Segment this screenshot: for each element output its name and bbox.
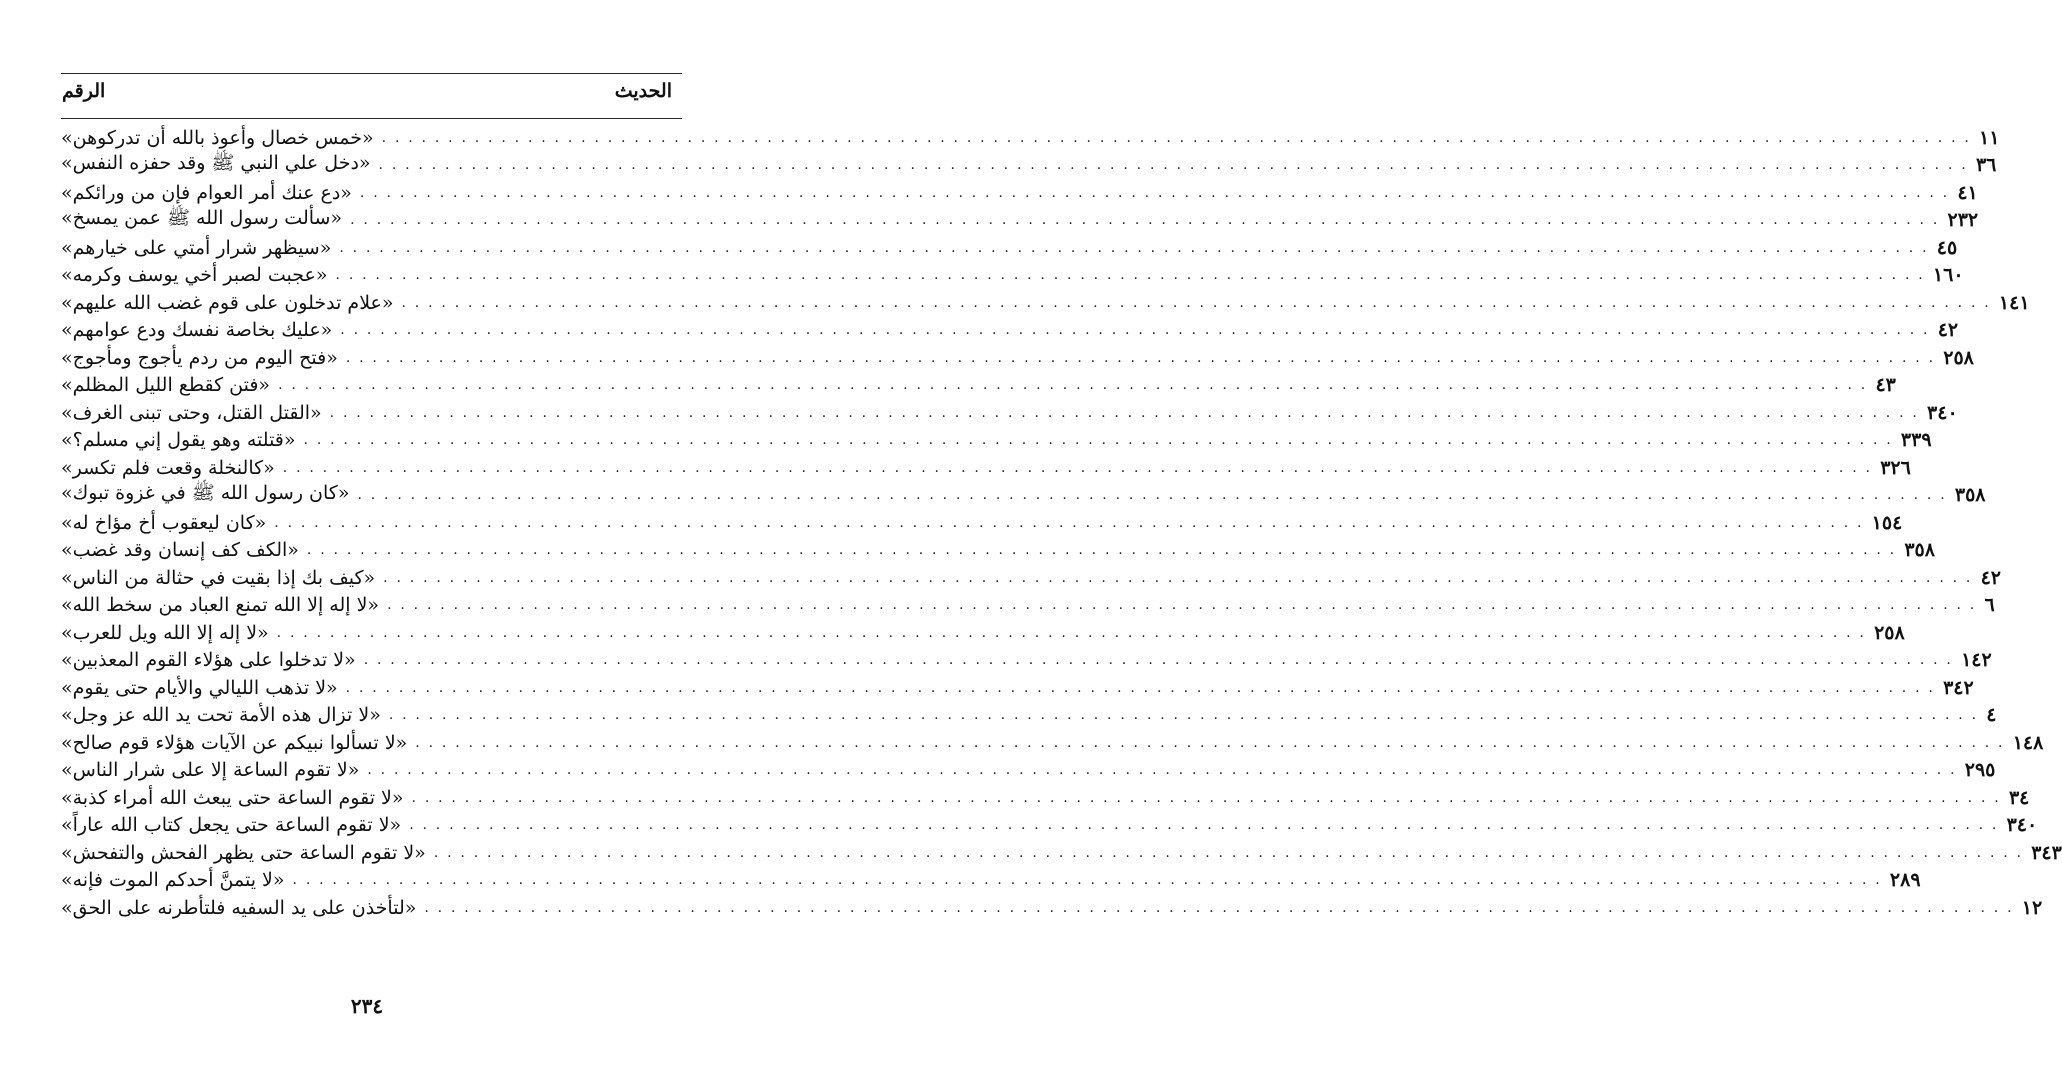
index-entry — [61, 289, 2030, 317]
dot-leader: . . . . . . . . . . . . . . . . . . . . . . . . . . . . . . . . . . . . . . . . . . . . . . . . . . . . . . . . . . . . . . . . . . . . . . . . . . . . . . . . . . . . . . . . . . . . . . . . . . . . . . . . . . . . . . . . . . . . . . . . — [424, 899, 2014, 916]
hadith-number: ٤٢ — [1937, 319, 1959, 342]
index-entry — [61, 399, 1958, 427]
index-entry — [61, 509, 1903, 537]
hadith-number: ٢٥٨ — [1874, 621, 1905, 644]
hadith-text: «لا إله إلا الله تمنع العباد من سخط الله» — [61, 594, 380, 617]
dot-leader: . . . . . . . . . . . . . . . . . . . . . . . . . . . . . . . . . . . . . . . . . . . . . . . . . . . . . . . . . . . . . . . . . . . . . . . . . . . . . . . . . . . . . . . . . . . . . . . . . . . . . . . . . . . . . . . . . . . . . . . . — [415, 734, 2005, 751]
hadith-text: «كان ليعقوب أخ مؤاخ له» — [61, 511, 267, 534]
hadith-number: ٣٤٠ — [2006, 814, 2038, 837]
hadith-number: ١٤٢ — [1961, 649, 1992, 672]
index-entry — [61, 784, 2030, 812]
hadith-text: «كان رسول الله ﷺ في غزوة تبوك» — [61, 482, 350, 505]
index-entry — [61, 344, 1974, 372]
dot-leader: . . . . . . . . . . . . . . . . . . . . . . . . . . . . . . . . . . . . . . . . . . . . . . . . . . . . . . . . . . . . . . . . . . . . . . . . . . . . . . . . . . . . . . . . . . . . . . . . . . . . . . . . . . . . . . . . . . . . . . . . — [306, 542, 1897, 559]
hadith-text: «عليك بخاصة نفسك ودع عوامهم» — [61, 319, 333, 342]
index-entry — [61, 757, 1996, 785]
dot-leader: . . . . . . . . . . . . . . . . . . . . . . . . . . . . . . . . . . . . . . . . . . . . . . . . . . . . . . . . . . . . . . . . . . . . . . . . . . . . . . . . . . . . . . . . . . . . . . . . . . . . . . . . . . . . . . . . . . . . . . . . — [345, 679, 1936, 696]
hadith-text: «لا تقوم الساعة حتى يظهر الفحش والتفحش» — [61, 841, 426, 864]
hadith-text: «الكف كف إنسان وقد غضب» — [61, 539, 299, 562]
dot-leader: . . . . . . . . . . . . . . . . . . . . . . . . . . . . . . . . . . . . . . . . . . . . . . . . . . . . . . . . . . . . . . . . . . . . . . . . . . . . . . . . . . . . . . . . . . . . . . . . . . . . . . . . . . . . . . . . . . . . . . . . — [401, 294, 1991, 311]
hadith-text: «فتح اليوم من ردم يأجوج ومأجوج» — [61, 346, 338, 369]
index-entry — [61, 619, 1905, 647]
hadith-text: «لا يتمنَّ أحدكم الموت فإنه» — [61, 869, 285, 892]
hadith-number: ٤١ — [1957, 181, 1978, 204]
hadith-number: ٤٥ — [1936, 236, 1958, 259]
dot-leader: . . . . . . . . . . . . . . . . . . . . . . . . . . . . . . . . . . . . . . . . . . . . . . . . . . . . . . . . . . . . . . . . . . . . . . . . . . . . . . . . . . . . . . . . . . . . . . . . . . . . . . . . . . . . . . . . . . . . . . . . — [350, 212, 1940, 229]
index-entry — [61, 427, 1932, 455]
index-entry — [61, 894, 2043, 922]
dot-leader: . . . . . . . . . . . . . . . . . . . . . . . . . . . . . . . . . . . . . . . . . . . . . . . . . . . . . . . . . . . . . . . . . . . . . . . . . . . . . . . . . . . . . . . . . . . . . . . . . . . . . . . . . . . . . . . . . . . . . . . . — [345, 349, 1936, 366]
hadith-number: ٣٤٣ — [2031, 841, 2062, 864]
index-entry — [61, 564, 2001, 592]
index-entry — [61, 729, 2044, 757]
index-entry — [61, 537, 1935, 565]
hadith-number: ١٤١ — [1998, 291, 2030, 314]
index-entry — [61, 234, 1958, 262]
hadith-number: ٦ — [1984, 594, 1995, 617]
index-entry — [61, 592, 1995, 620]
index-entry — [61, 262, 1964, 290]
dot-leader: . . . . . . . . . . . . . . . . . . . . . . . . . . . . . . . . . . . . . . . . . . . . . . . . . . . . . . . . . . . . . . . . . . . . . . . . . . . . . . . . . . . . . . . . . . . . . . . . . . . . . . . . . . . . . . . . . . . . . . . . — [409, 817, 1999, 834]
hadith-text: «لا تزال هذه الأمة تحت يد الله عز وجل» — [61, 704, 381, 727]
index-entry — [61, 647, 1992, 675]
hadith-text: «قتلته وهو يقول إني مسلم؟» — [61, 429, 296, 452]
hadith-number: ٤٣ — [1875, 374, 1896, 397]
dot-leader: . . . . . . . . . . . . . . . . . . . . . . . . . . . . . . . . . . . . . . . . . . . . . . . . . . . . . . . . . . . . . . . . . . . . . . . . . . . . . . . . . . . . . . . . . . . . . . . . . . . . . . . . . . . . . . . . . . . . . . . . — [278, 377, 1868, 394]
hadith-text: «سيظهر شرار أمتي على خيارهم» — [61, 236, 332, 259]
hadith-number: ٣٥٨ — [1904, 539, 1935, 562]
hadith-number: ٣٤٠ — [1927, 401, 1958, 424]
hadith-text: «لا إله إلا الله ويل للعرب» — [61, 621, 269, 644]
dot-leader: . . . . . . . . . . . . . . . . . . . . . . . . . . . . . . . . . . . . . . . . . . . . . . . . . . . . . . . . . . . . . . . . . . . . . . . . . . . . . . . . . . . . . . . . . . . . . . . . . . . . . . . . . . . . . . . . . . . . . . . . — [276, 624, 1867, 641]
dot-leader: . . . . . . . . . . . . . . . . . . . . . . . . . . . . . . . . . . . . . . . . . . . . . . . . . . . . . . . . . . . . . . . . . . . . . . . . . . . . . . . . . . . . . . . . . . . . . . . . . . . . . . . . . . . . . . . . . . . . . . . . — [383, 569, 1973, 586]
hadith-index-list — [61, 124, 2062, 922]
hadith-number: ٢٥٨ — [1943, 346, 1974, 369]
index-entry — [61, 839, 2062, 867]
index-entry — [61, 454, 1911, 482]
dot-leader: . . . . . . . . . . . . . . . . . . . . . . . . . . . . . . . . . . . . . . . . . . . . . . . . . . . . . . . . . . . . . . . . . . . . . . . . . . . . . . . . . . . . . . . . . . . . . . . . . . . . . . . . . . . . . . . . . . . . . . . . — [367, 762, 1957, 779]
hadith-text: «لا تقوم الساعة إلا على شرار الناس» — [61, 759, 360, 782]
dot-leader: . . . . . . . . . . . . . . . . . . . . . . . . . . . . . . . . . . . . . . . . . . . . . . . . . . . . . . . . . . . . . . . . . . . . . . . . . . . . . . . . . . . . . . . . . . . . . . . . . . . . . . . . . . . . . . . . . . . . . . . . — [433, 844, 2024, 861]
dot-leader: . . . . . . . . . . . . . . . . . . . . . . . . . . . . . . . . . . . . . . . . . . . . . . . . . . . . . . . . . . . . . . . . . . . . . . . . . . . . . . . . . . . . . . . . . . . . . . . . . . . . . . . . . . . . . . . . . . . . . . . . — [359, 184, 1950, 201]
dot-leader: . . . . . . . . . . . . . . . . . . . . . . . . . . . . . . . . . . . . . . . . . . . . . . . . . . . . . . . . . . . . . . . . . . . . . . . . . . . . . . . . . . . . . . . . . . . . . . . . . . . . . . . . . . . . . . . . . . . . . . . . — [340, 322, 1930, 339]
hadith-text: «دخل علي النبي ﷺ وقد حفزه النفس» — [61, 152, 371, 175]
hadith-text: «لا تقوم الساعة حتى يبعث الله أمراء كذبة» — [61, 786, 404, 809]
dot-leader: . . . . . . . . . . . . . . . . . . . . . . . . . . . . . . . . . . . . . . . . . . . . . . . . . . . . . . . . . . . . . . . . . . . . . . . . . . . . . . . . . . . . . . . . . . . . . . . . . . . . . . . . . . . . . . . . . . . . . . . . — [357, 487, 1947, 504]
hadith-number: ٣٢٦ — [1880, 456, 1911, 479]
index-entry — [61, 482, 1986, 510]
index-entry — [61, 372, 1896, 400]
dot-leader: . . . . . . . . . . . . . . . . . . . . . . . . . . . . . . . . . . . . . . . . . . . . . . . . . . . . . . . . . . . . . . . . . . . . . . . . . . . . . . . . . . . . . . . . . . . . . . . . . . . . . . . . . . . . . . . . . . . . . . . . — [388, 707, 1979, 724]
hadith-number: ٣٣٩ — [1900, 429, 1932, 452]
header-rule — [61, 118, 682, 119]
column-header-number: الرقم — [62, 80, 106, 102]
dot-leader: . . . . . . . . . . . . . . . . . . . . . . . . . . . . . . . . . . . . . . . . . . . . . . . . . . . . . . . . . . . . . . . . . . . . . . . . . . . . . . . . . . . . . . . . . . . . . . . . . . . . . . . . . . . . . . . . . . . . . . . . — [292, 872, 1882, 889]
hadith-number: ٣٥٨ — [1954, 484, 1986, 507]
hadith-text: «سألت رسول الله ﷺ عمن يمسخ» — [61, 207, 343, 230]
index-entry — [61, 124, 2000, 152]
dot-leader: . . . . . . . . . . . . . . . . . . . . . . . . . . . . . . . . . . . . . . . . . . . . . . . . . . . . . . . . . . . . . . . . . . . . . . . . . . . . . . . . . . . . . . . . . . . . . . . . . . . . . . . . . . . . . . . . . . . . . . . . — [282, 459, 1873, 476]
hadith-number: ٢٩٥ — [1964, 759, 1996, 782]
dot-leader: . . . . . . . . . . . . . . . . . . . . . . . . . . . . . . . . . . . . . . . . . . . . . . . . . . . . . . . . . . . . . . . . . . . . . . . . . . . . . . . . . . . . . . . . . . . . . . . . . . . . . . . . . . . . . . . . . . . . . . . . — [303, 432, 1893, 449]
hadith-number: ١٤٨ — [2012, 731, 2044, 754]
hadith-text: «كالنخلة وقعت فلم تكسر» — [61, 456, 275, 479]
dot-leader: . . . . . . . . . . . . . . . . . . . . . . . . . . . . . . . . . . . . . . . . . . . . . . . . . . . . . . . . . . . . . . . . . . . . . . . . . . . . . . . . . . . . . . . . . . . . . . . . . . . . . . . . . . . . . . . . . . . . . . . . — [335, 267, 1925, 284]
hadith-number: ١٦٠ — [1932, 264, 1964, 287]
dot-leader: . . . . . . . . . . . . . . . . . . . . . . . . . . . . . . . . . . . . . . . . . . . . . . . . . . . . . . . . . . . . . . . . . . . . . . . . . . . . . . . . . . . . . . . . . . . . . . . . . . . . . . . . . . . . . . . . . . . . . . . . — [339, 239, 1929, 256]
hadith-number: ٤٢ — [1980, 566, 2001, 589]
dot-leader: . . . . . . . . . . . . . . . . . . . . . . . . . . . . . . . . . . . . . . . . . . . . . . . . . . . . . . . . . . . . . . . . . . . . . . . . . . . . . . . . . . . . . . . . . . . . . . . . . . . . . . . . . . . . . . . . . . . . . . . . — [378, 157, 1968, 174]
hadith-text: «خمس خصال وأعوذ بالله أن تدركوهن» — [61, 126, 374, 149]
hadith-text: «لا تذهب الليالي والأيام حتى يقوم» — [61, 676, 338, 699]
hadith-number: ٤ — [1986, 704, 1997, 727]
hadith-number: ١٢ — [2021, 896, 2043, 919]
hadith-text: «علام تدخلون على قوم غضب الله عليهم» — [61, 291, 394, 314]
index-entry — [61, 702, 1997, 730]
index-entry — [61, 179, 1978, 207]
dot-leader: . . . . . . . . . . . . . . . . . . . . . . . . . . . . . . . . . . . . . . . . . . . . . . . . . . . . . . . . . . . . . . . . . . . . . . . . . . . . . . . . . . . . . . . . . . . . . . . . . . . . . . . . . . . . . . . . . . . . . . . . — [329, 404, 1920, 421]
hadith-text: «القتل القتل، وحتى تبنى الغرف» — [61, 401, 322, 424]
hadith-number: ١١ — [1979, 126, 2000, 149]
index-entry — [61, 317, 1959, 345]
dot-leader: . . . . . . . . . . . . . . . . . . . . . . . . . . . . . . . . . . . . . . . . . . . . . . . . . . . . . . . . . . . . . . . . . . . . . . . . . . . . . . . . . . . . . . . . . . . . . . . . . . . . . . . . . . . . . . . . . . . . . . . . — [363, 652, 1954, 669]
hadith-number: ٢٣٢ — [1947, 209, 1979, 232]
hadith-number: ٣٦ — [1975, 154, 1997, 177]
hadith-number: ١٥٤ — [1871, 511, 1903, 534]
page-number: ٢٣٤ — [350, 994, 384, 1018]
index-entry — [61, 207, 1979, 235]
hadith-text: «كيف بك إذا بقيت في حثالة من الناس» — [61, 566, 376, 589]
index-entry — [61, 812, 2038, 840]
dot-leader: . . . . . . . . . . . . . . . . . . . . . . . . . . . . . . . . . . . . . . . . . . . . . . . . . . . . . . . . . . . . . . . . . . . . . . . . . . . . . . . . . . . . . . . . . . . . . . . . . . . . . . . . . . . . . . . . . . . . . . . . — [274, 514, 1864, 531]
hadith-text: «عجبت لصبر أخي يوسف وكرمه» — [61, 264, 328, 287]
index-entry — [61, 674, 1974, 702]
index-entry — [61, 152, 1997, 180]
hadith-number: ٢٨٩ — [1889, 869, 1921, 892]
hadith-text: «دع عنك أمر العوام فإن من ورائكم» — [61, 181, 352, 204]
hadith-text: «فتن كقطع الليل المظلم» — [61, 374, 271, 397]
hadith-number: ٣٤ — [2008, 786, 2030, 809]
dot-leader: . . . . . . . . . . . . . . . . . . . . . . . . . . . . . . . . . . . . . . . . . . . . . . . . . . . . . . . . . . . . . . . . . . . . . . . . . . . . . . . . . . . . . . . . . . . . . . . . . . . . . . . . . . . . . . . . . . . . . . . . — [411, 789, 2001, 806]
dot-leader: . . . . . . . . . . . . . . . . . . . . . . . . . . . . . . . . . . . . . . . . . . . . . . . . . . . . . . . . . . . . . . . . . . . . . . . . . . . . . . . . . . . . . . . . . . . . . . . . . . . . . . . . . . . . . . . . . . . . . . . . — [381, 129, 1972, 146]
hadith-text: «لا تسألوا نبيكم عن الآيات هؤلاء قوم صالح» — [61, 731, 408, 754]
column-header-hadith: الحديث — [614, 80, 672, 102]
hadith-text: «لا تقوم الساعة حتى يجعل كتاب الله عاراً» — [61, 814, 402, 837]
hadith-number: ٣٤٢ — [1943, 676, 1974, 699]
top-rule — [61, 73, 682, 74]
index-entry — [61, 867, 1921, 895]
dot-leader: . . . . . . . . . . . . . . . . . . . . . . . . . . . . . . . . . . . . . . . . . . . . . . . . . . . . . . . . . . . . . . . . . . . . . . . . . . . . . . . . . . . . . . . . . . . . . . . . . . . . . . . . . . . . . . . . . . . . . . . . — [387, 597, 1977, 614]
hadith-text: «لا تدخلوا على هؤلاء القوم المعذبين» — [61, 649, 356, 672]
hadith-text: «لتأخذن على يد السفيه فلتأطرنه على الحق» — [61, 896, 417, 919]
